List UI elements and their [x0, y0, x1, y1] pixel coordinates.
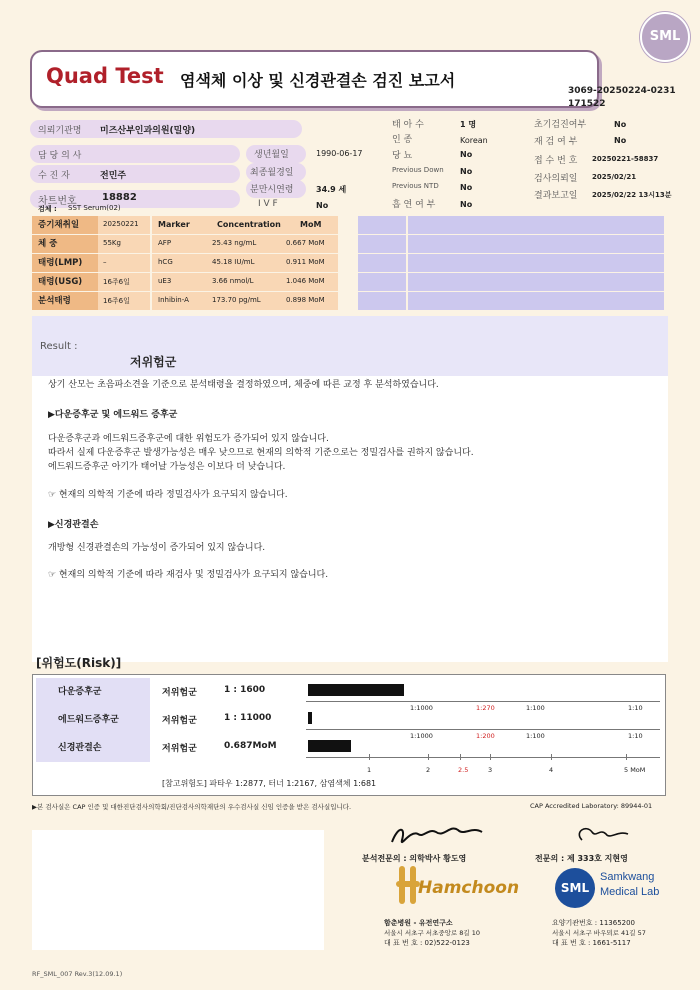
risk-group: 저위험군	[162, 744, 197, 754]
risk-scale-label: 1:100	[526, 732, 545, 740]
form-number: RF_SML_007 Rev.3(12.09.1)	[32, 970, 123, 978]
sml-name-line2: Medical Lab	[600, 886, 660, 898]
risk-reference: [참고위험도] 파타우 1:2877, 터너 1:2167, 삼염색체 1:681	[162, 779, 377, 788]
sml-logo-icon: SML	[555, 868, 595, 908]
result-group: 저위험군	[130, 355, 177, 369]
lmp-label: 최종월경일	[250, 168, 294, 178]
hamchoon-logo-text: Hamchoon	[418, 878, 520, 898]
diabetes-value: No	[460, 150, 473, 159]
prev-down-value: No	[460, 167, 473, 176]
mom-scale-label: 2.5	[458, 766, 469, 774]
hospital-value: 미즈산부인과의원(밀양)	[100, 126, 196, 136]
lab-row-label: 태령(USG)	[32, 273, 102, 291]
lab-row-value: 16주6일	[103, 297, 130, 305]
mom-scale-label: 3	[488, 766, 493, 774]
retest-label: 재 검 여 부	[534, 137, 578, 147]
specimen-value: SST Serum(02)	[68, 204, 121, 212]
specialist-name: 전문의 : 제 333호 지현영	[535, 854, 628, 863]
mom-tick	[460, 754, 461, 760]
marker-name: hCG	[158, 258, 173, 266]
risk-bar	[308, 712, 312, 724]
risk-bar	[308, 684, 404, 696]
marker-header: Marker	[158, 220, 190, 229]
result-intro: 상기 산모는 초음파소견을 기준으로 분석태령을 결정하였으며, 체중에 따른 교정 후 분석하였습니다.	[48, 380, 439, 390]
risk-scale-label: 1:10	[628, 704, 643, 712]
specialist-signature	[572, 822, 632, 850]
lab-row-label: 증기채취일	[32, 216, 102, 234]
title-box	[32, 52, 597, 106]
age-label: 분만시연령	[250, 185, 294, 195]
fetus-value: 1 명	[460, 120, 477, 129]
risk-axis	[306, 701, 660, 702]
down-note: ☞ 현재의 의학적 기준에 따라 정밀검사가 요구되지 않습니다.	[48, 490, 288, 500]
lab-row-value: 20250221	[103, 220, 139, 228]
ntd-title: ▶신경관결손	[48, 520, 99, 530]
risk-bar	[308, 740, 351, 752]
birth-label: 생년월일	[254, 150, 289, 160]
mom-scale-label: 2	[426, 766, 431, 774]
diabetes-label: 당 뇨	[392, 151, 413, 161]
risk-scale-label: 1:270	[476, 704, 495, 712]
doctor-label: 담 당 의 사	[38, 151, 82, 161]
fetus-label: 태 아 수	[392, 120, 424, 130]
marker-name: uE3	[158, 277, 172, 285]
mom-tick	[428, 754, 429, 760]
lab-row-value: –	[103, 258, 107, 266]
risk-group: 저위험군	[162, 716, 197, 726]
risk-group: 저위험군	[162, 688, 197, 698]
marker-concentration: 173.70 pg/mL	[212, 296, 261, 304]
sml-address: 서울시 서초구 바우뫼로 41길 57	[552, 929, 646, 937]
mom-scale-label: 4	[549, 766, 554, 774]
ivf-label: I V F	[258, 199, 278, 209]
first-test-value: No	[614, 120, 627, 129]
cap-number: CAP Accredited Laboratory: 89944-01	[530, 802, 653, 810]
sml-registration: 요양기관번호 : 11365200	[552, 919, 636, 927]
race-value: Korean	[460, 136, 488, 145]
chart-label: 차트번호	[38, 196, 77, 207]
ntd-text-1: 개방형 신경관결손의 가능성이 증가되어 있지 않습니다.	[48, 543, 266, 553]
concentration-header: Concentration	[217, 220, 281, 229]
age-value: 34.9 세	[316, 185, 347, 194]
down-text-1: 다운증후군과 에드워드증후군에 대한 위험도가 증가되어 있지 않습니다.	[48, 434, 329, 444]
cert-note: ▶본 검사실은 CAP 인증 및 대한진단검사의학회/진단검사의학재단의 우수검사실 신임 인증을 받은 검사실입니다.	[32, 803, 352, 811]
lab-row-label: 분석태령	[32, 292, 102, 310]
risk-axis	[306, 757, 660, 758]
hamchoon-logo-icon	[396, 866, 420, 904]
risk-name: 다운증후군	[36, 678, 150, 706]
report-date-label: 결과보고일	[534, 191, 578, 201]
marker-mom: 0.898 MoM	[286, 296, 325, 304]
prev-ntd-label: Previous NTD	[392, 182, 439, 190]
ntd-note: ☞ 현재의 의학적 기준에 따라 재검사 및 정밀검사가 요구되지 않습니다.	[48, 570, 329, 580]
result-band	[32, 316, 668, 376]
risk-name: 신경관결손	[36, 734, 150, 762]
request-date-value: 2025/02/21	[592, 173, 637, 181]
receipt-value: 20250221-58837	[592, 155, 659, 163]
mom-scale-label: 1	[367, 766, 372, 774]
lab-row-label: 태령(LMP)	[32, 254, 102, 272]
report-number: 3069-20250224-0231	[568, 86, 676, 96]
sml-tel: 대 표 번 호 : 1661-5117	[552, 939, 631, 947]
risk-scale-label: 1:100	[526, 704, 545, 712]
prev-down-label: Previous Down	[392, 166, 444, 174]
marker-concentration: 25.43 ng/mL	[212, 239, 257, 247]
request-date-label: 검사의뢰일	[534, 174, 578, 184]
smoking-label: 흡 연 여 부	[392, 200, 436, 210]
sml-name-line1: Samkwang	[600, 871, 655, 883]
mom-tick	[490, 754, 491, 760]
lab-row-value: 16주6일	[103, 278, 130, 286]
mom-tick	[369, 754, 370, 760]
retest-value: No	[614, 136, 627, 145]
risk-axis	[306, 729, 660, 730]
hamchoon-org: 함춘병원 - 유전연구소	[384, 919, 453, 927]
risk-value: 0.687MoM	[224, 741, 277, 751]
lab-row-value: 55Kg	[103, 239, 121, 247]
receipt-label: 접 수 번 호	[534, 156, 578, 166]
mom-scale-label: 5 MoM	[624, 766, 646, 774]
sml-logo-top: SML	[640, 12, 690, 62]
mom-header: MoM	[300, 220, 322, 229]
risk-name: 에드워드증후군	[36, 706, 150, 734]
risk-scale-label: 1:200	[476, 732, 495, 740]
marker-mom: 1.046 MoM	[286, 277, 325, 285]
examinee-label: 수 진 자	[38, 171, 70, 181]
marker-name: Inhibin-A	[158, 296, 189, 304]
first-test-label: 초기검진여부	[534, 120, 587, 130]
title-kr: 염색체 이상 및 신경관결손 검진 보고서	[180, 71, 456, 90]
report-number-2: 171522	[568, 99, 606, 109]
risk-title: [위험도(Risk)]	[36, 656, 122, 670]
risk-scale-label: 1:1000	[410, 732, 433, 740]
specimen-label: 검체 :	[38, 205, 57, 213]
analyst-name: 분석전문의 : 의학박사 황도영	[362, 854, 467, 863]
analyst-signature	[388, 820, 488, 854]
down-text-3: 에드워드증후군 아기가 태어날 가능성은 이보다 더 낮습니다.	[48, 462, 286, 472]
chart-value: 18882	[102, 192, 137, 203]
smoking-value: No	[460, 200, 473, 209]
title-en: Quad Test	[46, 64, 164, 88]
hamchoon-tel: 대 표 번 호 : 02)522-0123	[384, 939, 470, 947]
down-title: ▶다운증후군 및 에드워드 증후군	[48, 410, 178, 420]
hospital-label: 의뢰기관명	[38, 126, 82, 136]
marker-concentration: 45.18 IU/mL	[212, 258, 255, 266]
examinee-value: 전민주	[100, 171, 127, 181]
report-date-value: 2025/02/22 13시13분	[592, 191, 672, 199]
marker-mom: 0.911 MoM	[286, 258, 325, 266]
result-label: Result :	[40, 341, 78, 352]
risk-scale-label: 1:10	[628, 732, 643, 740]
comment-box	[32, 830, 324, 950]
prev-ntd-value: No	[460, 183, 473, 192]
marker-concentration: 3.66 nmol/L	[212, 277, 254, 285]
birth-value: 1990-06-17	[316, 149, 363, 158]
mom-tick	[551, 754, 552, 760]
down-text-2: 따라서 실제 다운증후군 발생가능성은 매우 낮으므로 현재의 의학적 기준으로는 정밀검사를 권하지 않습니다.	[48, 448, 474, 458]
lab-row-label: 체 중	[32, 235, 102, 253]
ivf-value: No	[316, 201, 329, 210]
mom-tick	[626, 754, 627, 760]
race-label: 인 종	[392, 135, 413, 145]
marker-name: AFP	[158, 239, 172, 247]
hamchoon-address: 서울시 서초구 서초중앙로 8길 10	[384, 929, 481, 937]
risk-scale-label: 1:1000	[410, 704, 433, 712]
risk-value: 1 : 1600	[224, 685, 266, 695]
risk-value: 1 : 11000	[224, 713, 272, 723]
marker-mom: 0.667 MoM	[286, 239, 325, 247]
